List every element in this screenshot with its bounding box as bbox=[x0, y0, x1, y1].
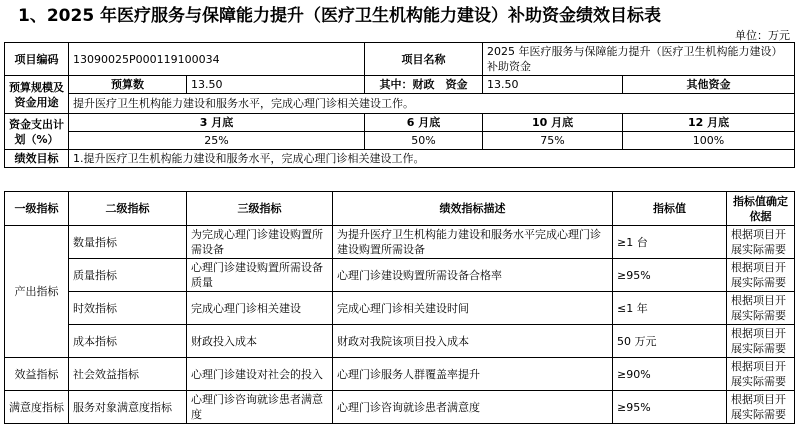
indicator-table bbox=[4, 191, 795, 424]
project-code: 13090025P000119100034 bbox=[69, 43, 365, 76]
level2-cell: 质量指标 bbox=[69, 259, 187, 292]
level2-cell: 数量指标 bbox=[69, 226, 187, 259]
level3-cell: 心理门诊建设对社会的投入 bbox=[187, 358, 333, 391]
unit-label: 单位：万元 bbox=[735, 29, 790, 42]
header-value: 指标值 bbox=[613, 192, 727, 226]
basis-cell: 根据项目开展实际需要 bbox=[727, 226, 795, 259]
description-cell: 心理门诊咨询就诊患者满意度 bbox=[333, 391, 613, 424]
basis-cell: 根据项目开展实际需要 bbox=[727, 259, 795, 292]
value-cell: ≤1 年 bbox=[613, 292, 727, 325]
project-name-label: 项目名称 bbox=[365, 43, 483, 76]
level1-cell: 满意度指标 bbox=[5, 391, 69, 424]
header-description: 绩效指标描述 bbox=[333, 192, 613, 226]
basis-cell: 根据项目开展实际需要 bbox=[727, 391, 795, 424]
budget-label: 预算规模及资金用途 bbox=[5, 76, 69, 114]
fiscal-amount: 13.50 bbox=[483, 76, 623, 94]
progress-value: 75% bbox=[483, 132, 623, 150]
progress-value: 50% bbox=[365, 132, 483, 150]
progress-period: 6 月底 bbox=[365, 114, 483, 132]
basis-cell: 根据项目开展实际需要 bbox=[727, 292, 795, 325]
description-cell: 财政对我院该项目投入成本 bbox=[333, 325, 613, 358]
level1-cell: 效益指标 bbox=[5, 358, 69, 391]
progress-label: 资金支出计划（%） bbox=[5, 114, 69, 150]
level1-cell: 产出指标 bbox=[5, 226, 69, 358]
other-funds-label: 其他资金 bbox=[623, 76, 795, 94]
goal-text: 1.提升医疗卫生机构能力建设和服务水平，完成心理门诊相关建设工作。 bbox=[69, 150, 795, 168]
description-cell: 为提升医疗卫生机构能力建设和服务水平完成心理门诊建设购置所需设备 bbox=[333, 226, 613, 259]
funds-usage: 提升医疗卫生机构能力建设和服务水平，完成心理门诊相关建设工作。 bbox=[69, 94, 795, 114]
project-code-label: 项目编码 bbox=[5, 43, 69, 76]
goal-label: 绩效目标 bbox=[5, 150, 69, 168]
level2-cell: 时效指标 bbox=[69, 292, 187, 325]
level3-cell: 心理门诊咨询就诊患者满意度 bbox=[187, 391, 333, 424]
header-level3: 三级指标 bbox=[187, 192, 333, 226]
value-cell: ≥90% bbox=[613, 358, 727, 391]
header-level2: 二级指标 bbox=[69, 192, 187, 226]
project-name: 2025 年医疗服务与保障能力提升（医疗卫生机构能力建设）补助资金 bbox=[483, 43, 795, 76]
progress-period: 12 月底 bbox=[623, 114, 795, 132]
description-cell: 完成心理门诊相关建设时间 bbox=[333, 292, 613, 325]
summary-table bbox=[4, 42, 795, 168]
value-cell: ≥1 台 bbox=[613, 226, 727, 259]
budget-amount-label: 预算数 bbox=[69, 76, 187, 94]
basis-cell: 根据项目开展实际需要 bbox=[727, 325, 795, 358]
page-title: 1、2025 年医疗服务与保障能力提升（医疗卫生机构能力建设）补助资金绩效目标表 bbox=[18, 6, 662, 26]
value-cell: ≥95% bbox=[613, 259, 727, 292]
description-cell: 心理门诊服务人群覆盖率提升 bbox=[333, 358, 613, 391]
progress-period: 10 月底 bbox=[483, 114, 623, 132]
level3-cell: 完成心理门诊相关建设 bbox=[187, 292, 333, 325]
level3-cell: 心理门诊建设购置所需设备质量 bbox=[187, 259, 333, 292]
value-cell: ≥95% bbox=[613, 391, 727, 424]
basis-cell: 根据项目开展实际需要 bbox=[727, 358, 795, 391]
progress-value: 25% bbox=[69, 132, 365, 150]
progress-value: 100% bbox=[623, 132, 795, 150]
fiscal-label: 其中：财政 资金 bbox=[365, 76, 483, 94]
level2-cell: 成本指标 bbox=[69, 325, 187, 358]
progress-period: 3 月底 bbox=[69, 114, 365, 132]
level3-cell: 财政投入成本 bbox=[187, 325, 333, 358]
level2-cell: 服务对象满意度指标 bbox=[69, 391, 187, 424]
level2-cell: 社会效益指标 bbox=[69, 358, 187, 391]
level3-cell: 为完成心理门诊建设购置所需设备 bbox=[187, 226, 333, 259]
value-cell: 50 万元 bbox=[613, 325, 727, 358]
description-cell: 心理门诊建设购置所需设备合格率 bbox=[333, 259, 613, 292]
budget-amount: 13.50 bbox=[187, 76, 365, 94]
header-basis: 指标值确定依据 bbox=[727, 192, 795, 226]
header-level1: 一级指标 bbox=[5, 192, 69, 226]
